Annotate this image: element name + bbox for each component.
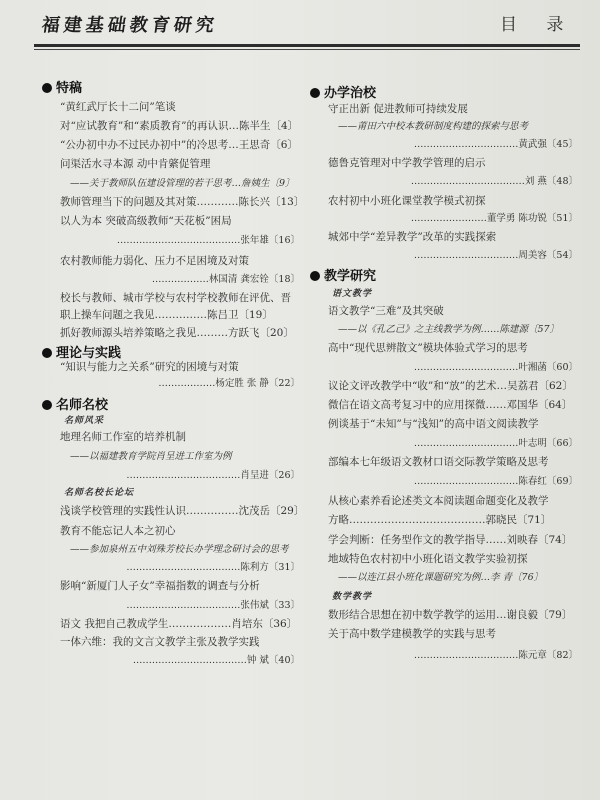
- article-title: “知识与能力之关系”研究的困境与对策: [60, 361, 239, 373]
- article-author: ………………杨定胜 张 静〔22〕: [158, 378, 300, 389]
- article-author: ………………林国清 龚宏铨〔18〕: [151, 274, 300, 285]
- article-title: 地理名师工作室的培养机制: [60, 431, 186, 443]
- article-author: ……………………………叶志明〔66〕: [413, 438, 578, 449]
- article-subtitle: ——以连江县小班化课题研究为例…李 青〔76〕: [338, 572, 544, 583]
- toc-heading: 目 录: [500, 15, 576, 35]
- section-heading: [42, 77, 82, 96]
- article-title: 教师管理当下的问题及其对策…………陈长兴〔13〕: [60, 196, 305, 208]
- article-subtitle: ——参加泉州五中刘殊芳校长办学理念研讨会的思考: [70, 544, 289, 555]
- article-title: “公办初中办不过民办初中”的冷思考…王思奇〔6〕: [60, 139, 298, 151]
- bullet-icon: [310, 271, 320, 281]
- article-title: 农村教师能力弱化、压力不足困境及对策: [60, 255, 249, 267]
- header-rule-thin: [34, 49, 580, 50]
- article-title: 高中“现代思辨散文”模块体验式学习的思考: [328, 342, 528, 354]
- article-title: 教育不能忘记人本之初心: [60, 525, 176, 537]
- article-author: ……………………………陈元章〔82〕: [413, 650, 578, 661]
- article-author: …………………………………张年雄〔16〕: [116, 235, 300, 246]
- section-heading: [42, 394, 108, 413]
- article-author: ……………………………陈春红〔69〕: [413, 476, 578, 487]
- article-subtitle: ——关于教师队伍建设管理的若干思考…詹姨生〔9〕: [70, 178, 295, 189]
- article-title: 问渠活水寻本源 动中肯綮促管理: [60, 158, 211, 170]
- section-title: 名师名校: [56, 398, 109, 413]
- subsection-heading: 语文教学: [332, 289, 373, 299]
- article-author: ………………………………肖呈进〔26〕: [126, 470, 300, 481]
- bullet-icon: [42, 83, 52, 93]
- article-title: 例谈基于“未知”与“浅知”的高中语文阅读教学: [328, 418, 539, 430]
- article-subtitle: ——以福建教育学院肖呈进工作室为例: [70, 451, 232, 462]
- article-title: 抓好教师源头培养策略之我见………方跃飞〔20〕: [60, 327, 294, 339]
- section-heading: [310, 82, 376, 101]
- article-title: 从核心素养看论述类文本阅读题命题变化及教学: [328, 495, 549, 507]
- article-author: ………………………………刘 燕〔48〕: [410, 176, 578, 187]
- article-title: 农村初中小班化课堂教学模式初探: [328, 195, 486, 207]
- section-title: 办学治校: [324, 86, 377, 101]
- article-author: ………………………………钟 斌〔40〕: [132, 655, 300, 666]
- article-author: ………………………………张伟斌〔33〕: [126, 600, 300, 611]
- section-heading: [310, 265, 376, 284]
- article-author: ……………………………周美容〔54〕: [413, 250, 578, 261]
- article-author: ……………………董学勇 陈功锐〔51〕: [410, 213, 578, 224]
- article-author: ……………………………黄武强〔45〕: [413, 139, 578, 150]
- subsection-heading: 名师风采: [64, 416, 105, 426]
- header-rule: [34, 44, 580, 47]
- article-subtitle: ——莆田六中校本教研制度构建的探索与思考: [338, 121, 529, 132]
- article-title: 部编本七年级语文教材口语交际教学策略及思考: [328, 456, 549, 468]
- article-title: “黄红武厅长十二问”笔谈: [60, 101, 176, 113]
- journal-name: 福建基础教育研究: [40, 15, 220, 36]
- article-title: 德鲁克管理对中学教学管理的启示: [328, 157, 486, 169]
- section-title: 特稿: [56, 81, 83, 96]
- article-title: 职上操车问题之我见……………陈吕卫〔19〕: [60, 309, 273, 321]
- article-title: 语文 我把自己教成学生………………肖培东〔36〕: [60, 618, 298, 630]
- article-title: 学会判断：任务型作文的教学指导……刘映春〔74〕: [328, 534, 573, 546]
- article-title: 微信在语文高考复习中的应用探微……邓国华〔64〕: [328, 399, 573, 411]
- article-subtitle: ——以《孔乙己》之主线教学为例……陈建源〔57〕: [338, 324, 560, 335]
- bullet-icon: [310, 88, 320, 98]
- article-title: 一体六维：我的文言文教学主张及教学实践: [60, 636, 260, 648]
- article-title: 守正出新 促进教师可持续发展: [328, 103, 468, 115]
- article-title: 数形结合思想在初中数学教学的运用…谢良毅〔79〕: [328, 609, 573, 621]
- bullet-icon: [42, 400, 52, 410]
- article-title: 关于高中数学建模教学的实践与思考: [328, 628, 496, 640]
- section-title: 理论与实践: [56, 346, 122, 361]
- article-title: 议论文评改教学中“收”和“放”的艺术…吴荔君〔62〕: [328, 380, 573, 392]
- bullet-icon: [42, 348, 52, 358]
- article-title: 校长与教师、城市学校与农村学校教师在评优、晋: [60, 292, 291, 304]
- section-title: 教学研究: [324, 269, 377, 284]
- subsection-heading: 数学教学: [332, 592, 373, 602]
- article-title: 浅谈学校管理的实践性认识……………沈茂岳〔29〕: [60, 505, 305, 517]
- article-title: 以人为本 突破高级教师“天花板”困局: [60, 215, 232, 227]
- article-author: ………………………………陈利方〔31〕: [126, 562, 300, 573]
- article-title: 影响“新厦门人子女”幸福指数的调查与分析: [60, 580, 260, 592]
- article-title: 语文教学“三难”及其突破: [328, 305, 444, 317]
- article-title: 地域特色农村初中小班化语文教学实验初探: [328, 553, 528, 565]
- subsection-heading: 名师名校长论坛: [64, 488, 135, 498]
- article-author: ……………………………叶湘菡〔60〕: [413, 362, 578, 373]
- article-title: 方略…………………………………郭晓民〔71〕: [328, 514, 552, 526]
- article-title: 城郊中学“差异教学”改革的实践探索: [328, 231, 497, 243]
- article-title: 对“应试教育”和“素质教育”的再认识…陈半生〔4〕: [60, 120, 299, 132]
